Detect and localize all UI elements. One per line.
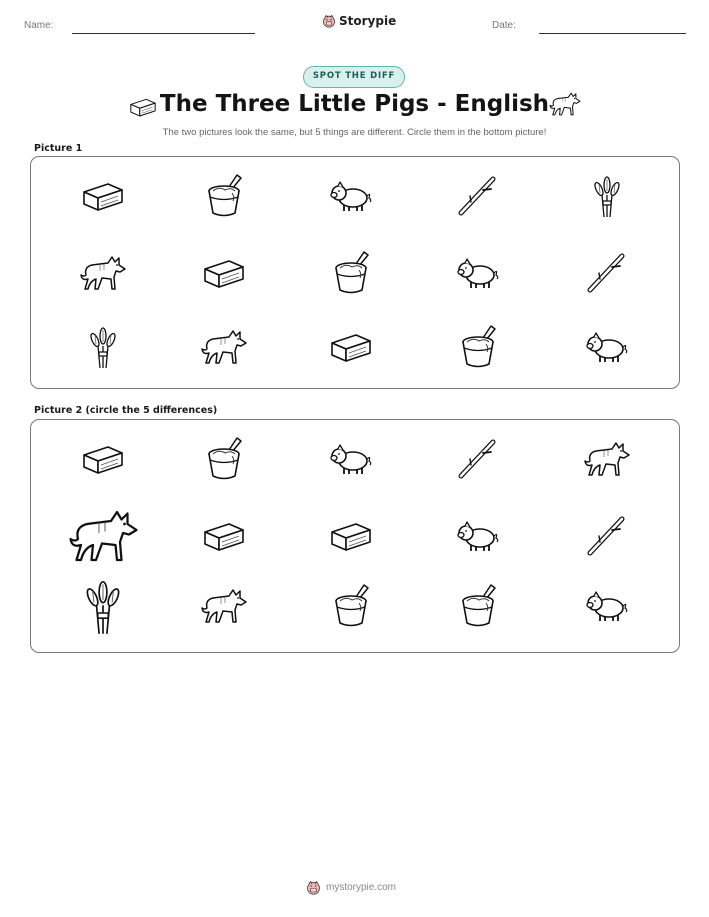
stick-icon xyxy=(453,171,503,221)
stick-icon[interactable] xyxy=(582,511,632,561)
picture-2-label: Picture 2 (circle the 5 differences) xyxy=(34,405,218,416)
stick-icon[interactable] xyxy=(453,434,503,484)
picture-2-panel[interactable] xyxy=(30,419,680,653)
brand-logo xyxy=(322,14,396,28)
stick-icon xyxy=(582,248,632,298)
instructions-text: The two pictures look the same, but 5 things are different. Circle them in the bottom picture! xyxy=(162,127,547,138)
picture-1-panel xyxy=(30,156,680,389)
pig-icon xyxy=(326,176,376,216)
wolf-icon xyxy=(78,251,128,295)
name-field[interactable] xyxy=(72,33,255,34)
brick-icon xyxy=(326,327,376,367)
date-label: Date: xyxy=(492,20,516,31)
bucket-icon xyxy=(326,248,376,298)
pig-mascot-icon xyxy=(306,880,321,895)
straw-icon xyxy=(83,322,123,372)
brick-icon[interactable] xyxy=(78,439,128,479)
wolf-icon xyxy=(199,325,249,369)
bucket-icon xyxy=(453,322,503,372)
brick-icon[interactable] xyxy=(326,516,376,556)
bucket-icon[interactable] xyxy=(453,581,503,631)
wolf-icon[interactable] xyxy=(582,437,632,481)
bucket-icon[interactable] xyxy=(326,581,376,631)
brick-icon xyxy=(199,253,249,293)
footer xyxy=(306,880,396,895)
brick-icon[interactable] xyxy=(199,516,249,556)
bucket-icon xyxy=(199,171,249,221)
pig-icon xyxy=(582,327,632,367)
footer-url: mystorypie.com xyxy=(326,882,397,893)
date-field[interactable] xyxy=(539,33,686,34)
page-title: The Three Little Pigs - English xyxy=(159,91,550,117)
bucket-icon[interactable] xyxy=(199,434,249,484)
brand-name: Storypie xyxy=(339,14,397,28)
wolf-icon[interactable] xyxy=(199,584,249,628)
pig-icon[interactable] xyxy=(326,439,376,479)
name-label: Name: xyxy=(24,20,54,31)
straw-icon xyxy=(587,171,627,221)
pig-icon[interactable] xyxy=(582,586,632,626)
activity-badge: SPOT THE DIFF xyxy=(303,66,405,88)
pig-icon[interactable] xyxy=(453,516,503,556)
pig-icon xyxy=(453,253,503,293)
pig-mascot-icon xyxy=(322,14,336,28)
picture-1-label: Picture 1 xyxy=(34,143,83,154)
straw-icon[interactable] xyxy=(77,574,129,639)
wolf-icon xyxy=(548,88,582,120)
wolf-icon[interactable] xyxy=(66,503,141,569)
brick-icon xyxy=(78,176,128,216)
